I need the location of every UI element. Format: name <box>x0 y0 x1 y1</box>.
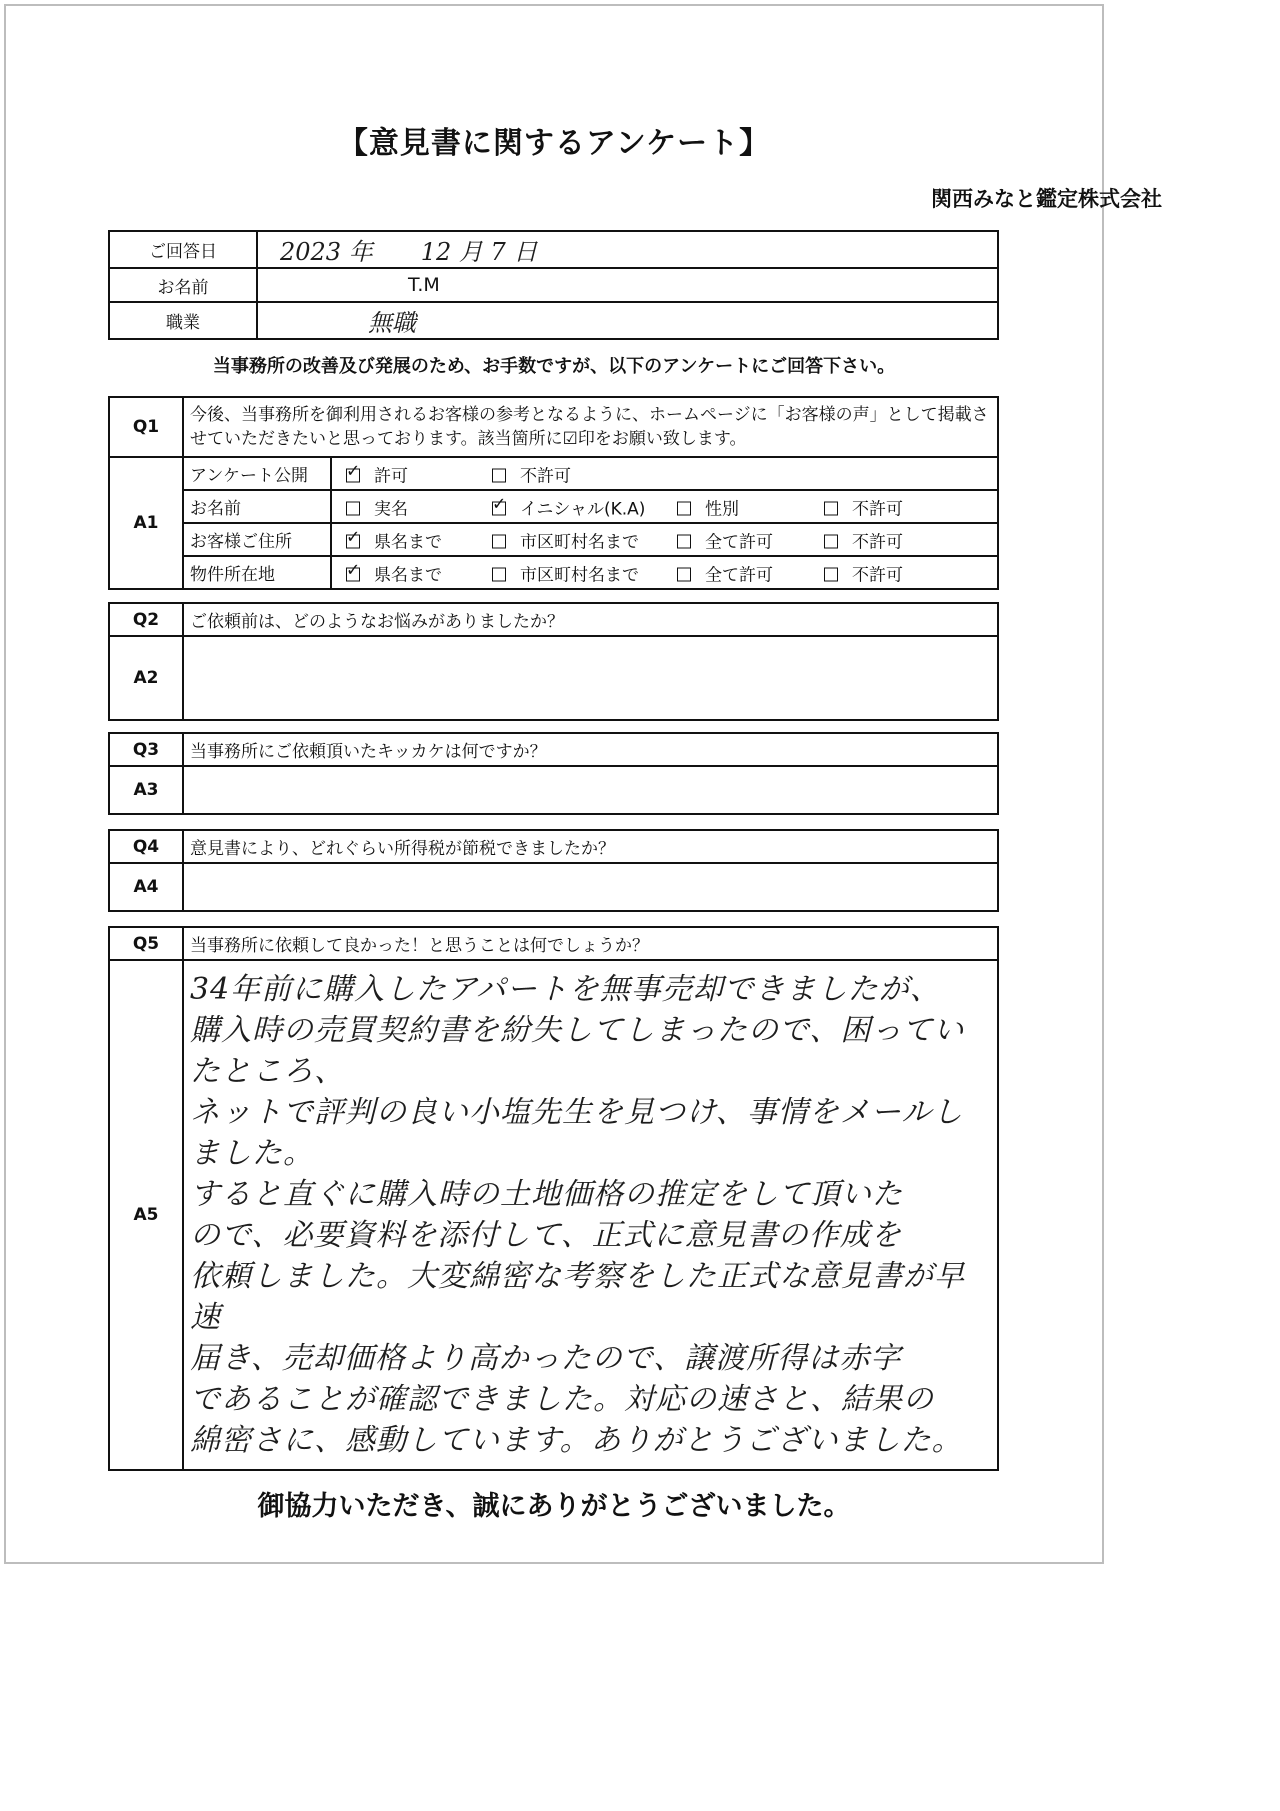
option-label: 市区町村名まで <box>520 565 639 585</box>
q3-question: 当事務所にご依頼頂いたキッカケは何ですか？ <box>183 733 998 766</box>
option-label: 全て許可 <box>705 532 773 552</box>
option-checkbox[interactable] <box>346 494 408 519</box>
q4-question: 意見書により、どれぐらい所得税が節税できましたか？ <box>183 830 998 863</box>
job-value: 無職 <box>257 302 998 339</box>
checkbox-icon <box>677 567 691 581</box>
job-label: 職業 <box>109 302 257 339</box>
a1-label: A1 <box>109 457 183 589</box>
checkbox-checked-icon <box>346 567 360 581</box>
checkbox-icon <box>824 534 838 548</box>
checkbox-icon <box>492 567 506 581</box>
date-value: 2023 年 12 月 7 日 <box>257 231 998 268</box>
name-label: お名前 <box>109 268 257 302</box>
option-label: 全て許可 <box>705 565 773 585</box>
a4-answer <box>183 863 998 911</box>
checkbox-checked-icon <box>492 501 506 515</box>
q4-label: Q4 <box>109 830 183 863</box>
q1-label: Q1 <box>109 397 183 457</box>
option-checkbox[interactable] <box>492 527 639 552</box>
checkbox-icon <box>492 534 506 548</box>
name-value: T.M <box>257 268 998 302</box>
q1-table <box>108 396 999 590</box>
option-label: 不許可 <box>852 532 903 552</box>
option-checkbox[interactable] <box>677 494 739 519</box>
q2-label: Q2 <box>109 603 183 636</box>
option-checkbox[interactable] <box>346 560 442 585</box>
a2-label: A2 <box>109 636 183 720</box>
a5-answer-line: であることが確認できました。対応の速さと、結果の <box>190 1382 934 1417</box>
checkbox-checked-icon <box>346 534 360 548</box>
q2-question: ご依頼前は、どのようなお悩みがありましたか？ <box>183 603 998 636</box>
q5-table <box>108 926 999 1471</box>
a5-answer-line: 購入時の売買契約書を紛失してしまったので、困っていたところ、 <box>190 1013 965 1089</box>
q3-table <box>108 732 999 815</box>
a5-label: A5 <box>109 960 183 1470</box>
a1-row-label: お名前 <box>183 490 331 523</box>
a2-answer <box>183 636 998 720</box>
option-label: 性別 <box>705 499 739 519</box>
q2-table <box>108 602 999 721</box>
a5-answer <box>183 960 998 1470</box>
checkbox-icon <box>824 567 838 581</box>
option-checkbox[interactable] <box>346 527 442 552</box>
option-label: 許可 <box>374 466 408 486</box>
checkbox-icon <box>346 501 360 515</box>
company-name: 関西みなと鑑定株式会社 <box>931 187 1162 211</box>
a1-row-label: お客様ご住所 <box>183 523 331 556</box>
checkbox-icon <box>824 501 838 515</box>
a1-row-label: 物件所在地 <box>183 556 331 589</box>
a1-row-options-publish <box>331 457 998 490</box>
option-label: 県名まで <box>374 532 442 552</box>
checkbox-icon <box>677 501 691 515</box>
a5-answer-line: ネットで評判の良い小塩先生を見つけ、事情をメールしました。 <box>190 1095 964 1171</box>
option-label: 実名 <box>374 499 408 519</box>
option-label: 不許可 <box>852 499 903 519</box>
checkbox-checked-icon <box>346 468 360 482</box>
a5-answer-line: 34年前に購入したアパートを無事売却できましたが、 <box>190 972 941 1007</box>
option-label: 不許可 <box>520 466 571 486</box>
option-label: 市区町村名まで <box>520 532 639 552</box>
a5-answer-line: ので、必要資料を添付して、正式に意見書の作成を <box>190 1218 902 1253</box>
a3-answer <box>183 766 998 814</box>
a5-answer-line: 依頼しました。大変綿密な考察をした正式な意見書が早速 <box>190 1259 965 1335</box>
a1-row-label: アンケート公開 <box>183 457 331 490</box>
option-checkbox[interactable] <box>677 527 773 552</box>
date-label: ご回答日 <box>109 231 257 268</box>
checkbox-icon <box>677 534 691 548</box>
a3-label: A3 <box>109 766 183 814</box>
option-checkbox[interactable] <box>824 494 903 519</box>
q5-question: 当事務所に依頼して良かった！と思うことは何でしょうか？ <box>183 927 998 960</box>
q4-table <box>108 829 999 912</box>
a5-answer-line: 綿密さに、感動しています。ありがとうございました。 <box>190 1423 963 1458</box>
q3-label: Q3 <box>109 733 183 766</box>
a5-answer-line: すると直ぐに購入時の土地価格の推定をして頂いた <box>190 1177 903 1212</box>
checkbox-icon <box>492 468 506 482</box>
option-checkbox[interactable] <box>677 560 773 585</box>
option-checkbox[interactable] <box>824 560 903 585</box>
option-checkbox[interactable] <box>492 461 571 486</box>
a1-row-options-property <box>331 556 998 589</box>
a5-answer-line: 届き、売却価格より高かったので、譲渡所得は赤字 <box>190 1341 902 1376</box>
page-title: 【意見書に関するアンケート】 <box>337 126 771 161</box>
q5-label: Q5 <box>109 927 183 960</box>
q1-question: 今後、当事務所を御利用されるお客様の参考となるように、ホームページに「お客様の声」として掲載させていただきたいと思っております。該当箇所に☑印をお願い致します。 <box>183 397 998 457</box>
option-label: イニシャル(K.A) <box>520 499 646 519</box>
closing-message: 御協力いただき、誠にありがとうございました。 <box>257 1491 851 1522</box>
option-checkbox[interactable] <box>492 494 645 519</box>
intro-text: 当事務所の改善及び発展のため、お手数ですが、以下のアンケートにご回答下さい。 <box>212 356 896 377</box>
a1-row-options-address <box>331 523 998 556</box>
option-checkbox[interactable] <box>492 560 639 585</box>
option-label: 県名まで <box>374 565 442 585</box>
a1-row-options-name <box>331 490 998 523</box>
a4-label: A4 <box>109 863 183 911</box>
option-label: 不許可 <box>852 565 903 585</box>
option-checkbox[interactable] <box>824 527 903 552</box>
option-checkbox[interactable] <box>346 461 408 486</box>
respondent-info-table <box>108 230 999 340</box>
